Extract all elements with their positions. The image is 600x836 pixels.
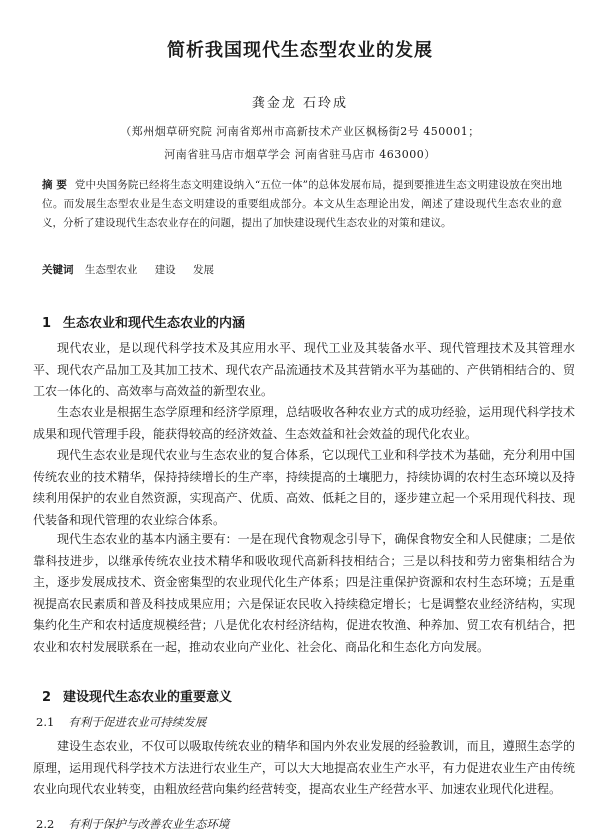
paper-title: 简析我国现代生态型农业的发展 xyxy=(167,40,433,61)
body-paragraph: 生态农业是根据生态学原理和经济学原理，总结吸收各种农业方式的成功经验，运用现代科学技术成果和现代管理手段，能获得较高的经济效益、生态效益和社会效益的现代化农业。 xyxy=(33,405,575,441)
keywords xyxy=(42,262,562,277)
paper-authors: 龚金龙 石玲成 xyxy=(251,96,349,111)
subsection-heading-2-1 xyxy=(36,714,206,730)
section-number: 2 xyxy=(42,690,52,705)
keyword-item: 生态型农业 xyxy=(84,264,138,276)
body-paragraph: 现代生态农业的基本内涵主要有：一是在现代食物观念引导下，确保食物安全和人民健康；二是依靠科技进步，以继承传统农业技术精华和吸收现代高新科技相结合；三是以科技和劳力密集相结合为主，逐步发展成技术、资金密集型的农业现代化生产体系；四是注重保护资源和农村生态环境；五是重视提高农民素质和普及科技成果应用；六是保证农民收入持续稳定增长；七是调整农业经济结构，实现集约化生产和农村适度规模经营；八是优化农村经济结构，促进农牧渔、种养加、贸工农有机结合，把农业和农村发展联系在一起，推动农业向产业化、社会化、商品化和生态化方向发展。 xyxy=(33,532,575,654)
abstract-text: 党中央国务院已经将生态文明建设纳入“五位一体”的总体发展布局，提到要推进生态文明建设放在突出地位。而发展生态型农业是生态文明建设的重要组成部分。本文从生态理论出发，阐述了建设现代生态农业的意义，分析了建设现代生态农业存在的问题，提出了加快建设现代生态农业的对策和建议。 xyxy=(42,179,563,229)
keyword-item: 建设 xyxy=(154,264,176,276)
subsection-title: 有利于保护与改善农业生态环境 xyxy=(68,817,230,831)
section-title: 建设现代生态农业的重要意义 xyxy=(63,690,233,705)
subsection-title: 有利于促进农业可持续发展 xyxy=(68,715,207,729)
body-paragraph: 现代农业，是以现代科学技术及其应用水平、现代工业及其装备水平、现代管理技术及其管理水平、现代农产品加工及其加工技术、现代农产品流通技术及其营销水平为基础的、产供销相结合的、贸工农一体化的、高效率与高效益的新型农业。 xyxy=(33,341,575,398)
section-heading-2 xyxy=(42,686,232,705)
body-paragraph: 建设生态农业，不仅可以吸取传统农业的精华和国内外农业发展的经验教训，而且，遵照生态学的原理，运用现代科学技术方法进行农业生产，可以大大地提高农业生产水平，有力促进农业生产由传统农业向现代农业转变，由粗放经营向集约经营转变，提高农业生产经营水平、加速农业现代化进程。 xyxy=(33,739,575,796)
subsection-number: 2.1 xyxy=(36,715,55,729)
keywords-label: 关键词 xyxy=(42,264,74,276)
abstract-label: 摘 要 xyxy=(42,179,67,191)
subsection-heading-2-2 xyxy=(36,816,229,832)
body-paragraph: 现代生态农业是现代农业与生态农业的复合体系，它以现代工业和科学技术为基础，充分利用中国传统农业的技术精华，保持持续增长的生产率，持续提高的土壤肥力，持续协调的农村生态环境以及持续利用保护的农业自然资源，实现高产、优质、高效、低耗之目的，逐步建立起一个采用现代科技、现代装备和现代管理的农业综合体系。 xyxy=(33,448,575,527)
abstract xyxy=(42,176,562,233)
affiliation-line-2: 河南省驻马店市烟草学会 河南省驻马店市 463000） xyxy=(164,148,436,161)
section-title: 生态农业和现代生态农业的内涵 xyxy=(63,316,246,331)
section-number: 1 xyxy=(42,316,52,331)
section-heading-1 xyxy=(42,312,245,331)
subsection-number: 2.2 xyxy=(36,817,55,831)
affiliation-line-1: （郑州烟草研究院 河南省郑州市高新技术产业区枫杨街2号 450001； xyxy=(120,125,480,138)
keyword-item: 发展 xyxy=(193,264,215,276)
